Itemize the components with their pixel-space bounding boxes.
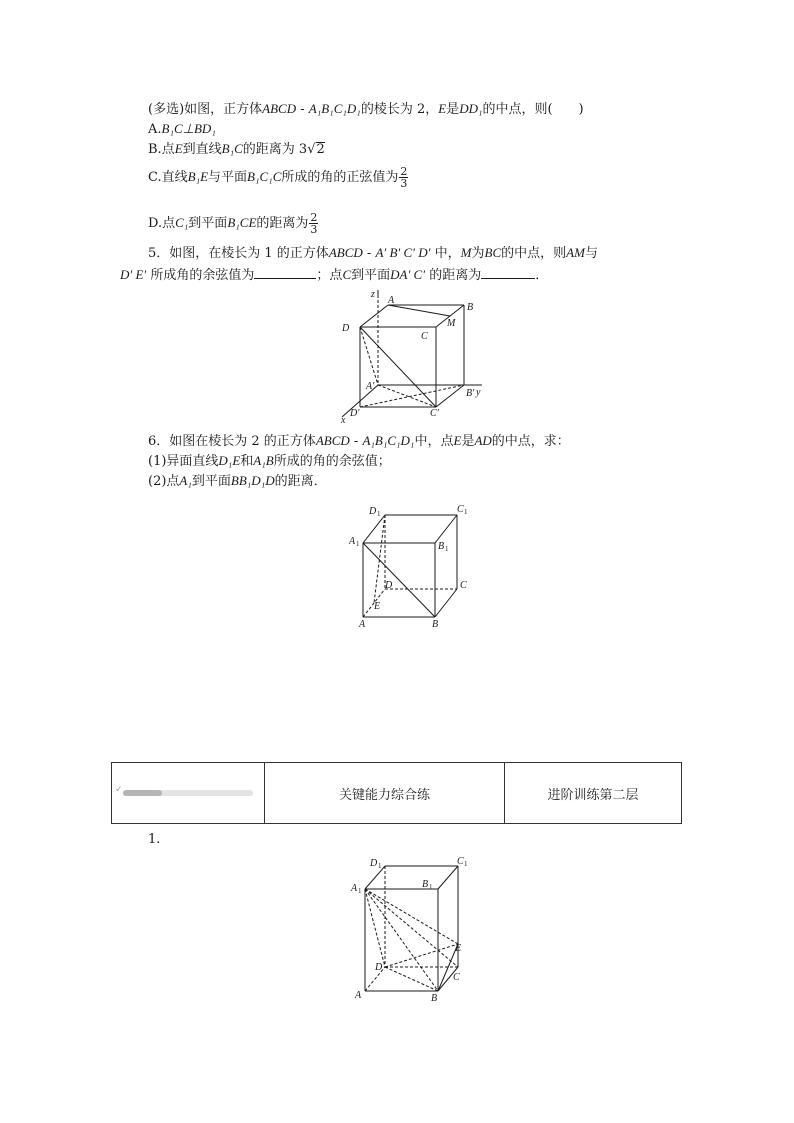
problem4-stem: (多选)如图，正方体ABCD - A₁B₁C₁D₁的棱长为 2，E是DD₁的中点，则( ) xyxy=(148,101,584,117)
segment-A1D xyxy=(365,889,385,967)
label-D1-sub: 1 xyxy=(377,510,381,518)
fraction: $\frac{2}{3}$ xyxy=(310,211,318,236)
label-C1-sub: 1 xyxy=(464,860,468,868)
banner-level: 进阶训练第二层 xyxy=(547,787,639,803)
segment-A1B xyxy=(365,889,438,991)
label-C1-sub: 1 xyxy=(464,508,468,516)
banner-title: 关键能力综合练 xyxy=(265,763,505,823)
label-Dp: D′ xyxy=(350,408,360,419)
segment-DAp xyxy=(360,327,378,385)
segment-D1E xyxy=(374,515,385,603)
label-B1-sub: 1 xyxy=(445,545,449,553)
label-A: A xyxy=(359,619,366,630)
label-D: D xyxy=(375,962,383,973)
label-Bp: B′ xyxy=(466,388,475,399)
answer-blank[interactable] xyxy=(481,266,535,279)
edge-D1A1 xyxy=(365,866,385,889)
label-C: C xyxy=(453,972,460,983)
label-y: y xyxy=(476,387,481,398)
label-A: A xyxy=(388,295,395,306)
edge-D1A1 xyxy=(363,515,385,543)
segment-A1E xyxy=(365,889,458,944)
label-z: z xyxy=(371,289,375,300)
problem4-option-b: B.点E到直线B₁C的距离为 3√2 xyxy=(148,141,325,157)
label-E: E xyxy=(455,943,462,954)
label-A1-sub: 1 xyxy=(358,887,362,895)
problem6-cube-figure xyxy=(345,500,485,632)
problem5-cube-figure xyxy=(330,285,500,425)
segment-A1C xyxy=(365,889,458,967)
section2-question1-number: 1. xyxy=(148,832,161,847)
problem4-option-c: C.直线B₁E与平面B₁C₁C所成的角的正弦值为 $\frac{2}{3}$ xyxy=(148,165,408,190)
label-E: E xyxy=(374,601,381,612)
label-C: C xyxy=(460,580,467,591)
label-x: x xyxy=(341,415,346,426)
label-A: A xyxy=(355,990,362,1001)
section-banner xyxy=(111,762,682,824)
label-D: D xyxy=(342,323,350,334)
label-C1: C xyxy=(457,504,464,515)
label-C: C xyxy=(421,331,428,342)
label-A1-sub: 1 xyxy=(356,540,360,548)
label-Cp: C′ xyxy=(430,408,439,419)
problem6-question2: (2)点A₁到平面BB₁D₁D的距离． xyxy=(148,473,327,489)
label-B: B xyxy=(467,302,474,313)
label-B1: B xyxy=(422,879,429,890)
answer-blank[interactable] xyxy=(254,266,316,279)
label-D: D xyxy=(385,580,393,591)
progress-bar xyxy=(115,785,253,796)
segment-DpBp xyxy=(360,385,464,407)
edge-BC xyxy=(435,589,457,617)
edge-C1B1 xyxy=(438,866,458,889)
segment-ApCp xyxy=(378,385,436,407)
problem6-question1: (1)异面直线D₁E和A₁B所成的角的余弦值； xyxy=(148,453,391,469)
problem6-line1: 6．如图在棱长为 2 的正方体ABCD - A₁B₁C₁D₁中，点E是AD的中点，求： xyxy=(148,433,570,449)
problem4-option-a: A.B₁C⊥BD₁ xyxy=(148,121,216,137)
edge-DA xyxy=(360,305,388,327)
fraction: $\frac{2}{3}$ xyxy=(400,165,408,190)
label-C1: C xyxy=(457,856,464,867)
label-B1: B xyxy=(438,541,445,552)
label-B: B xyxy=(431,993,438,1004)
label-B1-sub: 1 xyxy=(429,883,433,891)
problem5-line1: 5．如图，在棱长为 1 的正方体ABCD - A′ B′ C′ D′ 中，M为BC的中点，则AM与 xyxy=(148,245,598,261)
check-icon: ✓ xyxy=(115,785,123,795)
label-D1-sub: 1 xyxy=(378,862,382,870)
segment-AM xyxy=(388,305,450,316)
problem5-line2: D′ E′ 所成角的余弦值为 ；点C到平面DA′ C′ 的距离为 ． xyxy=(120,267,549,283)
label-A1: A xyxy=(351,883,358,894)
label-A1: A xyxy=(349,536,356,547)
label-D1: D xyxy=(369,506,377,517)
problem4-option-d: D.点C₁到平面B₁CE的距离为 $\frac{2}{3}$ xyxy=(148,211,318,236)
edge-C1B1 xyxy=(435,515,457,543)
section2-prism-figure xyxy=(345,854,485,1004)
segment-DB xyxy=(385,967,438,991)
label-D1: D xyxy=(370,858,378,869)
label-Ap: A′ xyxy=(366,381,375,392)
banner-progress-cell xyxy=(112,763,265,823)
segment-DE xyxy=(385,944,458,967)
progress-fill xyxy=(123,790,162,796)
label-B: B xyxy=(432,619,439,630)
label-M: M xyxy=(447,318,456,329)
